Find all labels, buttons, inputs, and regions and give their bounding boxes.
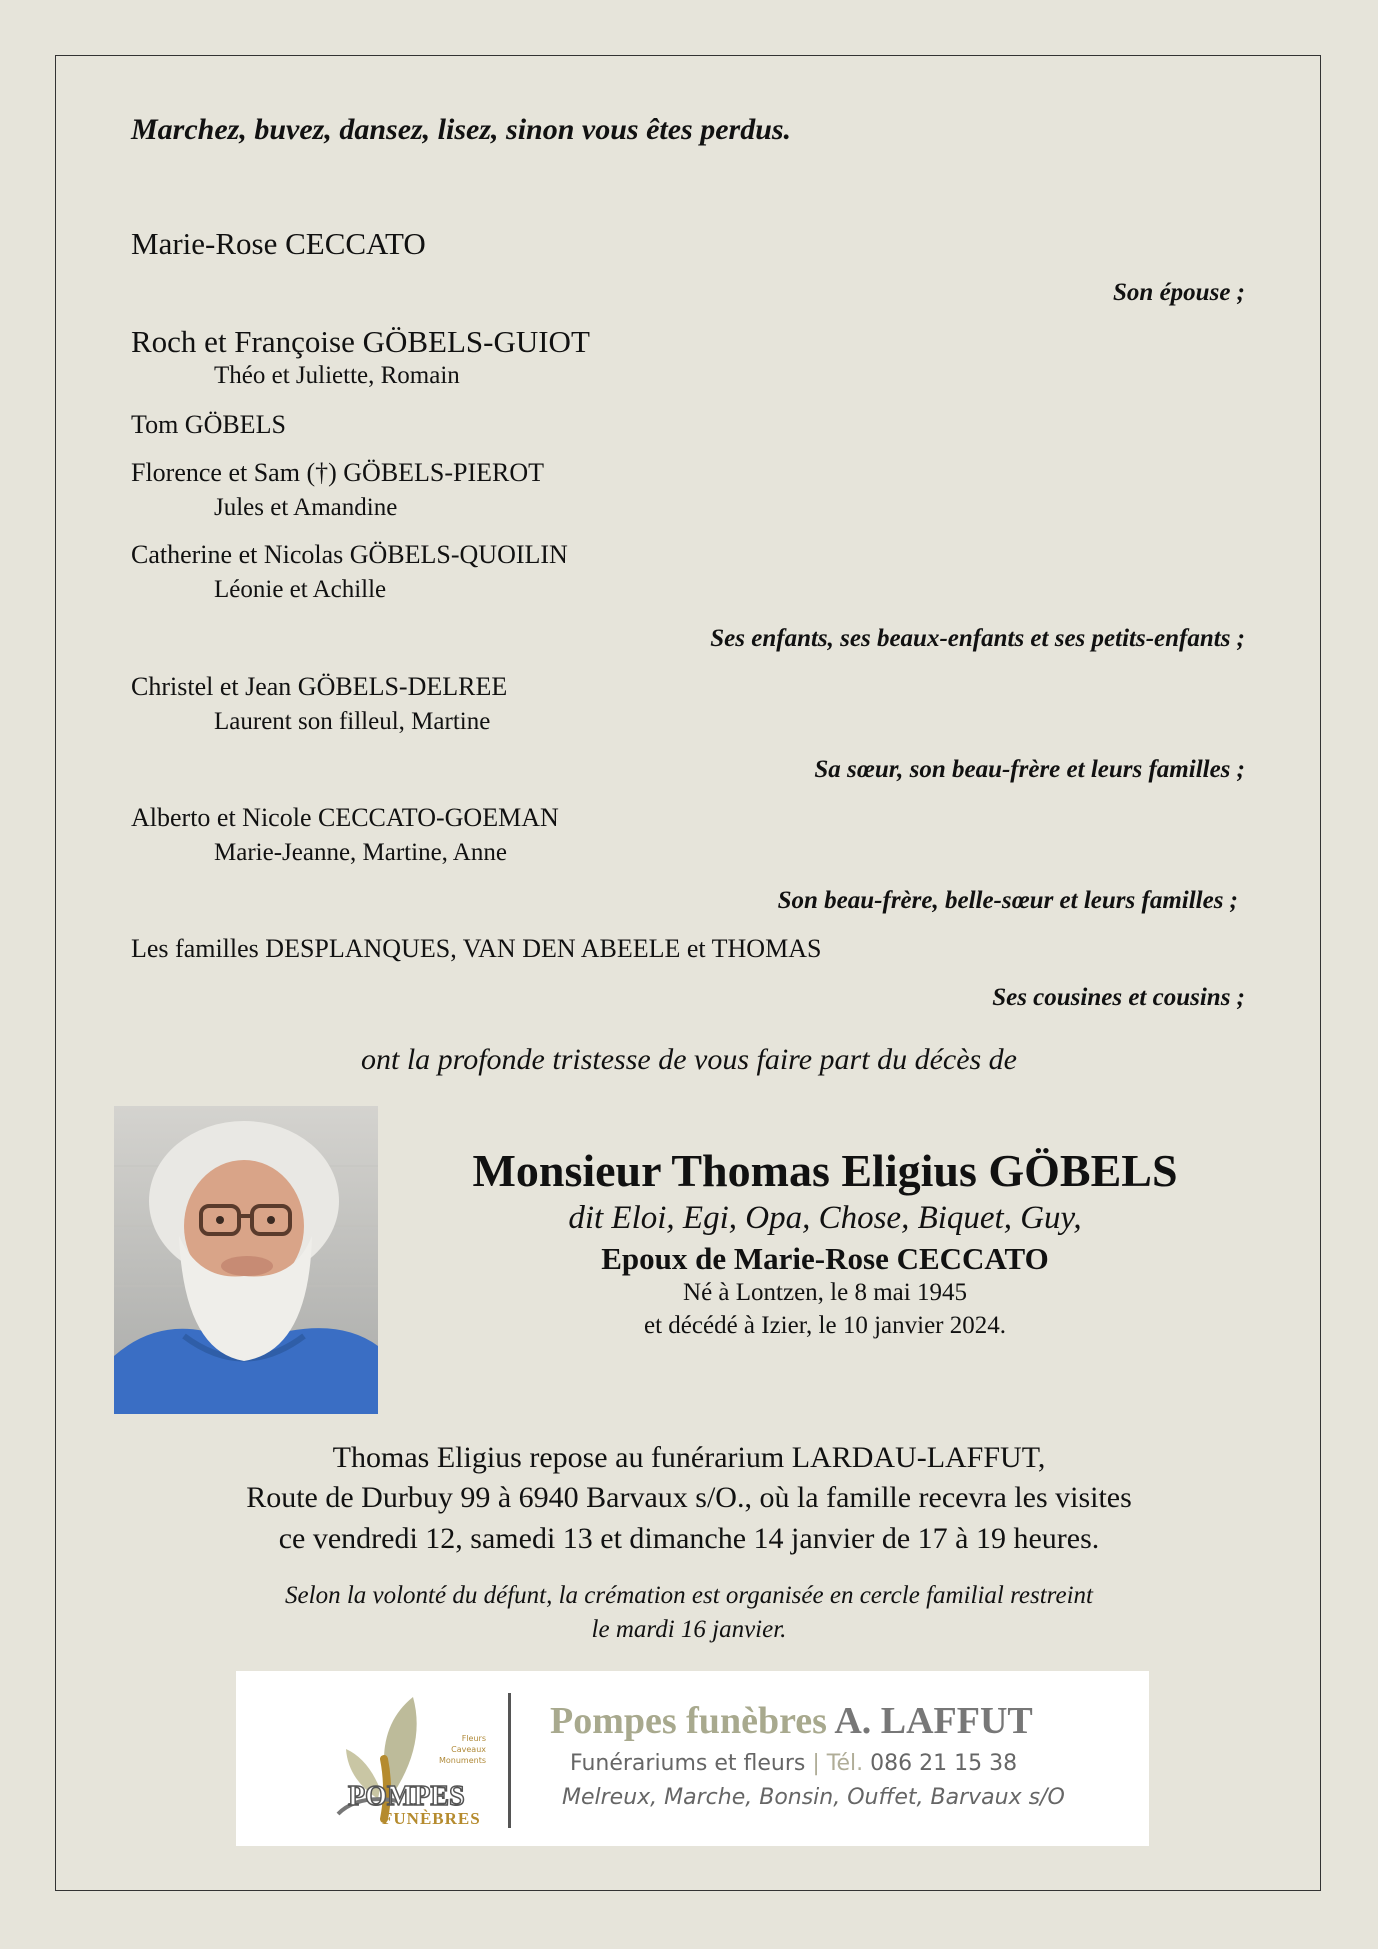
motto: Marchez, buvez, dansez, lisez, sinon vous êtes perdus. [131,113,792,146]
funeral-home-locations: Melreux, Marche, Bonsin, Ouffet, Barvaux s/O [562,1785,1065,1810]
sister: Christel et Jean GÖBELS-DELREE [131,672,508,701]
child-1-kids: Théo et Juliette, Romain [214,362,460,389]
cousin-families: Les familles DESPLANQUES, VAN DEN ABEELE et THOMAS [131,934,822,963]
children-relation: Ses enfants, ses beaux-enfants et ses petits-enfants ; [710,625,1245,652]
spouse-relation: Son épouse ; [1113,279,1245,306]
in-law-relation: Son beau-frère, belle-sœur et leurs familles ; [777,887,1238,914]
funeral-home-contact: Funérariums et fleurs | Tél. 086 21 15 38 [570,1751,1018,1776]
logo-brand-funebres: FUNÈBRES [382,1809,481,1828]
logo-divider [508,1693,511,1828]
logo-tagline: Fleurs Caveaux Monuments [438,1734,486,1765]
deceased-spouse: Epoux de Marie-Rose CECCATO [601,1241,1049,1276]
visitation-line-3: ce vendredi 12, samedi 13 et dimanche 14 janvier de 17 à 19 heures. [278,1522,1100,1555]
sister-kids: Laurent son filleul, Martine [214,708,491,735]
cousins-relation: Ses cousines et cousins ; [992,984,1245,1011]
cremation-line-2: le mardi 16 janvier. [591,1616,787,1643]
in-law-kids: Marie-Jeanne, Martine, Anne [214,839,507,866]
announcement: ont la profonde tristesse de vous faire part du décès de [360,1043,1017,1076]
funeral-home-banner [236,1671,1149,1846]
portrait-illustration [114,1106,378,1414]
child-3: Florence et Sam (†) GÖBELS-PIEROT [131,458,545,487]
portrait-photo [114,1106,378,1414]
visitation-line-1: Thomas Eligius repose au funérarium LARDAU-LAFFUT, [332,1441,1046,1474]
deceased-nicknames: dit Eloi, Egi, Opa, Chose, Biquet, Guy, [568,1200,1082,1236]
in-law: Alberto et Nicole CECCATO-GOEMAN [131,803,559,832]
cremation-line-1: Selon la volonté du défunt, la crémation est organisée en cercle familial restreint [285,1582,1093,1609]
child-2: Tom GÖBELS [131,410,286,439]
death-info: et décédé à Izier, le 10 janvier 2024. [643,1312,1006,1339]
child-3-kids: Jules et Amandine [214,494,398,521]
funeral-home-name: Pompes funèbres A. LAFFUT [550,1700,1033,1742]
child-4-kids: Léonie et Achille [214,576,387,603]
sister-relation: Sa sœur, son beau-frère et leurs familles ; [814,756,1245,783]
child-4: Catherine et Nicolas GÖBELS-QUOILIN [131,540,568,569]
spouse-name: Marie-Rose CECCATO [131,226,426,261]
logo-brand-pompes: POMPES [348,1781,465,1812]
deceased-name: Monsieur Thomas Eligius GÖBELS [472,1145,1178,1196]
birth-info: Né à Lontzen, le 8 mai 1945 [683,1279,967,1306]
child-1: Roch et Françoise GÖBELS-GUIOT [131,324,590,359]
visitation-line-2: Route de Durbuy 99 à 6940 Barvaux s/O., où la famille recevra les visites [246,1481,1132,1514]
